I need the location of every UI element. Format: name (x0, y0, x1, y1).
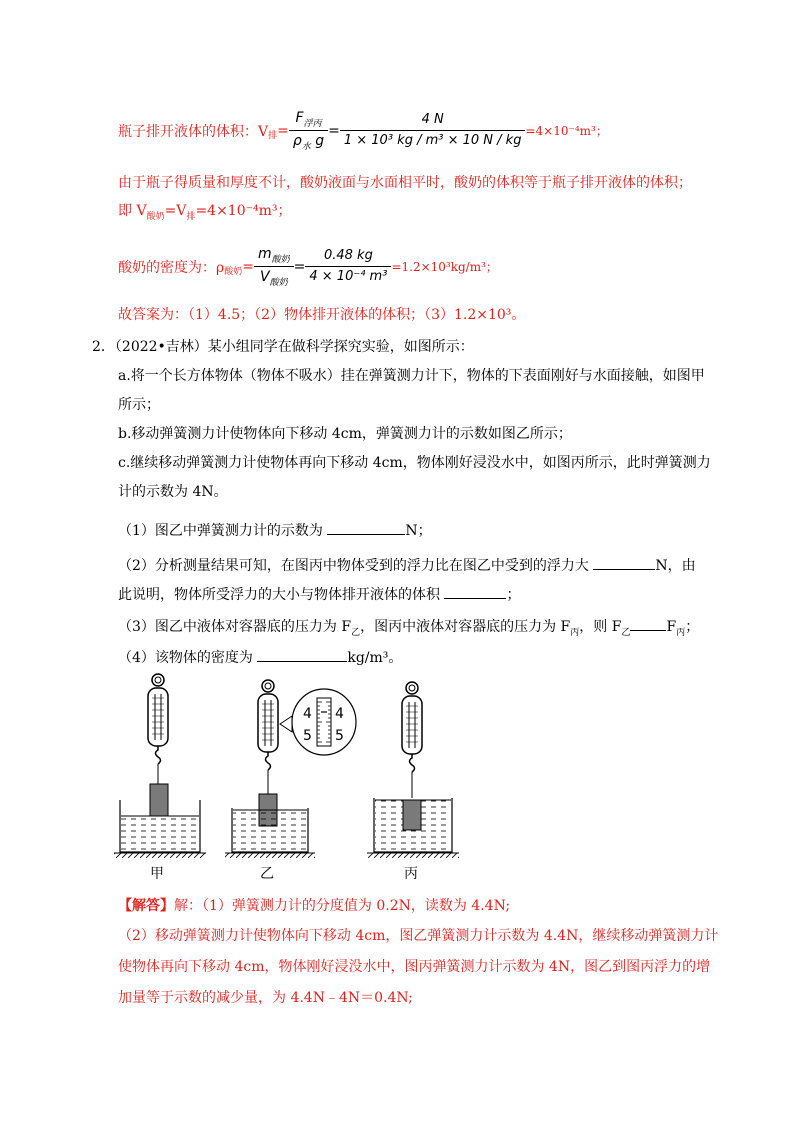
formula1-den1: ρ (292, 133, 302, 149)
formula1-den2: 1 × 10³ kg / m³ × 10 N / kg (343, 133, 522, 148)
formula1-eq2: = (328, 122, 340, 139)
answer-blank-4[interactable] (630, 614, 666, 631)
bubble-digit-left-4: 4 (303, 706, 312, 722)
formula1-fraction1 (289, 108, 328, 153)
formula2-result: =1.2×10³kg/m³； (391, 260, 498, 274)
s2-text2: 此说明，物体所受浮力的大小与物体排开液体的体积 (118, 587, 445, 603)
s3-d: F (666, 619, 677, 635)
spring-scale-yi (258, 680, 278, 794)
scale-reading-bubble (280, 689, 356, 755)
formula2-den1-sub: 酸奶 (269, 278, 288, 288)
ground-jia (114, 853, 206, 858)
s3-a-sub: 乙 (351, 628, 361, 638)
bubble-digit-right-4: 4 (335, 706, 344, 722)
s3-e: ； (685, 619, 700, 635)
p2-b-sub: 排 (186, 212, 196, 222)
solution-line3: 使物体再向下移动 4cm，物体刚好浸没水中，图丙弹簧测力计示数为 4N，图乙到图丙浮力的增 (118, 959, 711, 975)
spring-scale-jia (148, 674, 168, 784)
question2-head: 2．（2022•吉林）某小组同学在做科学探究实验，如图所示： (92, 339, 474, 355)
figure-label-bing: 丙 (404, 866, 418, 882)
formula2-eq: = (242, 258, 254, 275)
s3-c: ，则 F (579, 619, 622, 635)
solution-line2: （2）移动弹簧测力计使物体向下移动 4cm，图乙弹簧测力计示数为 4.4N，继续移动弹簧测力计 (118, 928, 719, 944)
figure-label-jia: 甲 (150, 866, 164, 882)
s4-unit: kg/m³。 (347, 650, 403, 666)
s3-a: （3）图乙中液体对容器底的压力为 F (118, 619, 352, 635)
answer-blank-5[interactable] (257, 645, 347, 662)
formula2-den1: V (260, 269, 270, 285)
step-c-line2: 计的示数为 4N。 (118, 484, 228, 500)
s1-unit: N； (405, 523, 432, 539)
solution-line4: 加量等于示数的减少量，为 4.4N﹣4N＝0.4N; (118, 990, 413, 1006)
ground-bing (367, 853, 459, 858)
subquestion-2-line2 (118, 582, 520, 605)
step-a-line1: a.将一个长方体物体（物体不吸水）挂在弹簧测力计下，物体的下表面刚好与水面接触，如图甲 (118, 368, 705, 384)
p2-a: 即 V (118, 203, 147, 219)
experiment-figure (110, 672, 480, 887)
step-a-line2: 所示； (118, 397, 160, 413)
formula2-label: 酸奶的密度为：ρ (118, 259, 225, 276)
s4-text: （4）该物体的密度为 (118, 650, 258, 666)
p2-c: =4×10⁻⁴m³； (195, 203, 292, 219)
solution-tag: 【解答】 (118, 898, 174, 914)
solution-line1 (118, 896, 510, 916)
formula-yogurt-density (118, 244, 498, 289)
subquestion-4 (118, 645, 402, 668)
answer-summary: 故答案为：（1）4.5；（2）物体排开液体的体积；（3）1.2×10³。 (118, 307, 526, 323)
setup-jia (114, 674, 206, 858)
subquestion-1 (118, 518, 432, 541)
formula2-fraction1 (254, 244, 294, 289)
water-yi (233, 810, 307, 851)
formula1-label: 瓶子排开液体的体积：V (118, 123, 269, 140)
formula1-result: =4×10⁻⁴m³； (525, 124, 608, 138)
p2-b: =V (164, 203, 187, 219)
water-jia (121, 816, 199, 851)
setup-bing (367, 682, 459, 858)
formula1-num1: F (295, 110, 304, 126)
object-jia (150, 784, 168, 816)
formula1-label-sub: 排 (268, 131, 278, 141)
formula2-label-sub: 酸奶 (224, 267, 243, 277)
step-c-line1: c.继续移动弹簧测力计使物体再向下移动 4cm，物体刚好浸没水中，如图丙所示，此时弹簧测力 (118, 455, 711, 471)
formula2-num1: m (257, 246, 272, 262)
formula1-eq: = (277, 122, 289, 139)
figure-label-yi: 乙 (260, 866, 274, 882)
formula2-num1-sub: 酸奶 (271, 255, 290, 265)
bubble-digit-right-5: 5 (335, 728, 344, 744)
spring-scale-bing (402, 682, 422, 798)
subquestion-2-line1 (118, 553, 696, 576)
formula1-den1-sub: 水 (301, 142, 311, 152)
s1-text: （1）图乙中弹簧测力计的示数为 (118, 523, 328, 539)
formula-displaced-volume (118, 108, 608, 153)
formula1-den1-g: g (315, 133, 325, 149)
formula1-fraction2 (340, 110, 526, 151)
answer-blank-1[interactable] (327, 518, 405, 535)
s2-unit: N，由 (655, 558, 696, 574)
formula2-num2: 0.48 kg (305, 246, 391, 267)
s2-text: （2）分析测量结果可知，在图丙中物体受到的浮力比在图乙中受到的浮力大 (118, 558, 594, 574)
paragraph-volume-value (118, 201, 292, 223)
s2-end: ； (506, 587, 521, 603)
answer-blank-2[interactable] (593, 553, 655, 570)
formula2-den2: 4 × 10⁻⁴ m³ (309, 269, 388, 284)
answer-blank-3[interactable] (444, 582, 506, 599)
step-b: b.移动弹簧测力计使物体向下移动 4cm，弹簧测力计的示数如图乙所示； (118, 426, 572, 442)
s3-c-sub: 乙 (621, 628, 631, 638)
s3-b-sub: 丙 (570, 628, 580, 638)
ground-yi (225, 853, 315, 858)
object-bing (403, 800, 421, 830)
s3-d-sub: 丙 (676, 628, 686, 638)
bubble-digit-left-5: 5 (303, 728, 312, 744)
formula1-num2: 4 N (340, 110, 526, 131)
formula2-eq2: = (293, 258, 306, 275)
s3-b: ，图丙中液体对容器底的压力为 F (360, 619, 571, 635)
subquestion-3 (118, 614, 699, 639)
paragraph-volume-equal: 由于瓶子得质量和厚度不计，酸奶液面与水面相平时，酸奶的体积等于瓶子排开液体的体积； (118, 175, 692, 191)
setup-yi (225, 680, 356, 858)
formula1-num1-sub: 浮丙 (303, 119, 322, 129)
formula2-fraction2 (305, 246, 391, 287)
p2-a-sub: 酸奶 (146, 212, 165, 222)
solution-text1: 解：（1）弹簧测力计的分度值为 0.2N，读数为 4.4N; (174, 898, 511, 914)
